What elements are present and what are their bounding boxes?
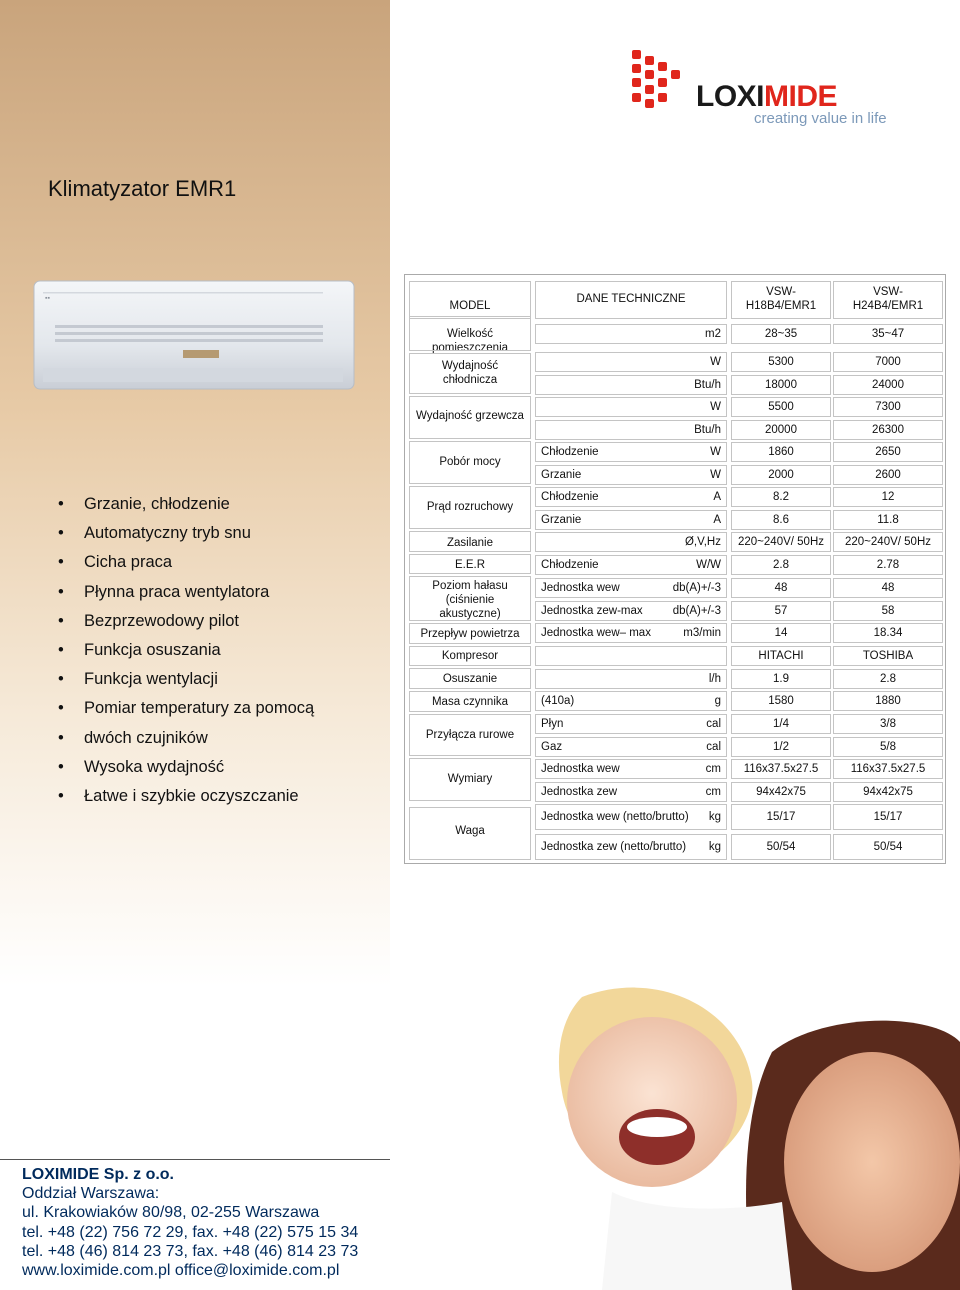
spec-unit: A — [713, 491, 721, 503]
branch-label: Oddział Warszawa: — [22, 1185, 160, 1203]
spec-sub: Chłodzenie — [541, 559, 599, 571]
spec-label-box — [409, 531, 531, 552]
spec-unit: A — [713, 514, 721, 526]
spec-unit: Ø,V,Hz — [684, 536, 721, 548]
spec-label-box — [409, 486, 531, 529]
spec-label: Osuszanie — [442, 673, 498, 685]
feature-item: • Bezprzewodowy pilot — [58, 607, 314, 636]
spec-value-col2: TOSHIBA — [862, 650, 914, 662]
spec-unit: Btu/h — [694, 379, 721, 391]
spec-unit: kg — [708, 811, 721, 823]
spec-label-box — [409, 554, 531, 574]
spec-row-box — [535, 646, 727, 666]
logo-brand-part2: MIDE — [764, 80, 838, 113]
spec-label: Waga — [455, 825, 485, 837]
feature-item: • Grzanie, chłodzenie — [58, 490, 314, 519]
spec-value-col2: 2600 — [875, 469, 901, 481]
header-col1: VSW- H18B4/EMR1 — [745, 286, 817, 312]
spec-label: Prąd rozruchowy — [426, 501, 514, 513]
spec-unit: db(A)+/-3 — [672, 605, 721, 617]
spec-unit: cm — [705, 763, 721, 775]
spec-label-box — [409, 807, 531, 860]
spec-sub: Jednostka wew (netto/brutto) — [541, 811, 689, 823]
spec-sub: Płyn — [541, 718, 564, 730]
spec-sub: Jednostka zew — [541, 786, 618, 798]
spec-value-col1: 48 — [774, 582, 788, 594]
spec-value-col1: 5300 — [768, 356, 794, 368]
feature-item: • Płynna praca wentylatora — [58, 578, 314, 607]
spec-value-col2: 2650 — [875, 446, 901, 458]
spec-label: Przepływ powietrza — [420, 628, 520, 640]
spec-value-col1: 1/2 — [773, 741, 789, 753]
spec-value-col2: 2.78 — [876, 559, 900, 571]
spec-sub: Gaz — [541, 741, 563, 753]
spec-sub: Jednostka wew — [541, 763, 620, 775]
spec-label-box — [409, 714, 531, 756]
spec-value-col2: 11.8 — [877, 514, 899, 526]
spec-label: Kompresor — [441, 650, 499, 662]
spec-value-col1: 14 — [774, 627, 788, 639]
spec-label-box — [409, 316, 531, 351]
feature-item: • dwóch czujników — [58, 724, 314, 753]
spec-unit: Btu/h — [694, 424, 721, 436]
page-title: Klimatyzator EMR1 — [48, 176, 237, 201]
spec-value-col1: 18000 — [765, 379, 797, 391]
spec-value-col1: 15/17 — [766, 811, 796, 823]
spec-value-col2: 26300 — [872, 424, 904, 436]
feature-item: • Funkcja osuszania — [58, 636, 314, 665]
spec-label: Masa czynnika — [431, 696, 509, 708]
spec-unit: m2 — [705, 328, 721, 340]
spec-value-col1: 50/54 — [766, 841, 796, 853]
spec-value-col2: 58 — [881, 605, 895, 617]
spec-label-box — [409, 646, 531, 666]
spec-unit: m3/min — [683, 627, 721, 639]
phone-line-2: tel. +48 (46) 814 23 73, fax. +48 (46) 814 23 73 — [22, 1242, 359, 1260]
feature-item: • Cicha praca — [58, 548, 314, 577]
spec-label: Wymiary — [447, 773, 493, 785]
feature-list — [58, 490, 314, 811]
spec-value-col2: 15/17 — [873, 811, 903, 823]
web-email-links[interactable]: www.loximide.com.pl office@loximide.com.pl — [22, 1262, 340, 1280]
header-model: MODEL — [449, 300, 491, 312]
spec-unit: g — [714, 695, 721, 707]
header-col2: VSW- H24B4/EMR1 — [852, 286, 924, 312]
company-name: LOXIMIDE Sp. z o.o. — [22, 1166, 174, 1183]
family-photo — [492, 972, 960, 1290]
spec-label-box — [409, 668, 531, 689]
spec-label: Wydajność chłodnicza — [441, 360, 499, 386]
spec-label-box — [409, 576, 531, 621]
logo-brand-part1: LOXI — [696, 80, 765, 113]
spec-value-col1: 1580 — [768, 695, 794, 707]
spec-value-col2: 35~47 — [871, 328, 905, 340]
footer-contact — [22, 1165, 358, 1280]
loximide-logo — [628, 48, 920, 130]
feature-item: • Wysoka wydajność — [58, 753, 314, 782]
spec-sub: Chłodzenie — [541, 446, 599, 458]
spec-value-col1: 116x37.5x27.5 — [743, 763, 819, 775]
spec-unit: W/W — [696, 559, 721, 571]
spec-value-col1: 57 — [774, 605, 788, 617]
spec-label-box — [409, 758, 531, 801]
feature-item: • Pomiar temperatury za pomocą — [58, 694, 314, 723]
spec-label: Wielkość pomieszczenia — [431, 328, 509, 354]
spec-value-col2: 18.34 — [873, 627, 903, 639]
spec-label-box — [409, 353, 531, 394]
spec-value-col1: 2000 — [768, 469, 794, 481]
spec-value-col2: 2.8 — [880, 673, 896, 685]
spec-value-col2: 12 — [881, 491, 895, 503]
spec-unit: W — [710, 356, 721, 368]
spec-sub: Grzanie — [541, 514, 582, 526]
spec-sub: Jednostka zew (netto/brutto) — [541, 841, 687, 853]
logo-wordmark — [696, 80, 837, 114]
spec-value-col1: 28~35 — [764, 328, 798, 340]
spec-value-col1: 1.9 — [773, 673, 789, 685]
spec-value-col1: 8.6 — [773, 514, 789, 526]
specs-table — [404, 274, 946, 864]
spec-sub: Jednostka wew– max — [541, 627, 651, 639]
spec-label: Wydajność grzewcza — [416, 410, 524, 422]
spec-label-box — [409, 691, 531, 712]
logo-mark-icon — [628, 48, 690, 110]
spec-value-col1: 8.2 — [773, 491, 789, 503]
svg-text:▪▪: ▪▪ — [45, 295, 50, 302]
spec-label-box — [409, 441, 531, 484]
spec-value-col2: 5/8 — [880, 741, 896, 753]
spec-value-col2: 220~240V/ 50Hz — [845, 536, 931, 548]
spec-value-col1: 20000 — [765, 424, 797, 436]
spec-unit: l/h — [708, 673, 721, 685]
spec-value-col2: 24000 — [872, 379, 904, 391]
phone-line-1: tel. +48 (22) 756 72 29, fax. +48 (22) 575 15 34 — [22, 1223, 359, 1241]
address: ul. Krakowiaków 80/98, 02-255 Warszawa — [22, 1204, 320, 1222]
spec-value-col2: 50/54 — [873, 841, 903, 853]
spec-value-col1: 2.8 — [773, 559, 789, 571]
spec-value-col1: 5500 — [768, 401, 794, 413]
spec-sub: Chłodzenie — [541, 491, 599, 503]
spec-sub: (410a) — [541, 695, 575, 707]
spec-value-col1: HITACHI — [758, 650, 804, 662]
spec-unit: cm — [705, 786, 721, 798]
spec-label: Poziom hałasu (ciśnienie akustyczne) — [432, 580, 508, 620]
spec-value-col1: 1/4 — [773, 718, 789, 730]
spec-unit: W — [710, 401, 721, 413]
feature-item: • Funkcja wentylacji — [58, 665, 314, 694]
header-dane: DANE TECHNICZNE — [576, 293, 686, 305]
spec-label: Przyłącza rurowe — [425, 729, 515, 741]
spec-sub: Jednostka zew-max — [541, 605, 643, 617]
spec-unit: W — [710, 446, 721, 458]
feature-item: • Łatwe i szybkie oczyszczanie — [58, 782, 314, 811]
logo-tagline: creating value in life — [754, 110, 887, 127]
spec-label-box — [409, 623, 531, 644]
feature-item: • Automatyczny tryb snu — [58, 519, 314, 548]
spec-value-col1: 1860 — [768, 446, 794, 458]
spec-value-col2: 116x37.5x27.5 — [850, 763, 926, 775]
spec-value-col1: 94x42x75 — [756, 786, 806, 798]
spec-unit: db(A)+/-3 — [672, 582, 721, 594]
spec-unit: W — [710, 469, 721, 481]
footer-divider — [0, 1159, 390, 1160]
spec-value-col2: 48 — [881, 582, 895, 594]
spec-value-col2: 7000 — [875, 356, 901, 368]
spec-value-col2: 3/8 — [880, 718, 896, 730]
spec-label-box — [409, 396, 531, 439]
spec-sub: Jednostka wew — [541, 582, 620, 594]
spec-value-col2: 1880 — [875, 695, 901, 707]
spec-label: Zasilanie — [446, 537, 494, 549]
spec-unit: cal — [706, 741, 721, 753]
spec-sub: Grzanie — [541, 469, 582, 481]
spec-value-col2: 7300 — [875, 401, 901, 413]
spec-unit: cal — [706, 718, 721, 730]
air-conditioner-image — [33, 280, 355, 390]
spec-label: Pobór mocy — [439, 456, 501, 468]
spec-unit: kg — [708, 841, 721, 853]
spec-value-col2: 94x42x75 — [863, 786, 913, 798]
spec-value-col1: 220~240V/ 50Hz — [738, 536, 824, 548]
spec-label: E.E.R — [454, 559, 486, 571]
